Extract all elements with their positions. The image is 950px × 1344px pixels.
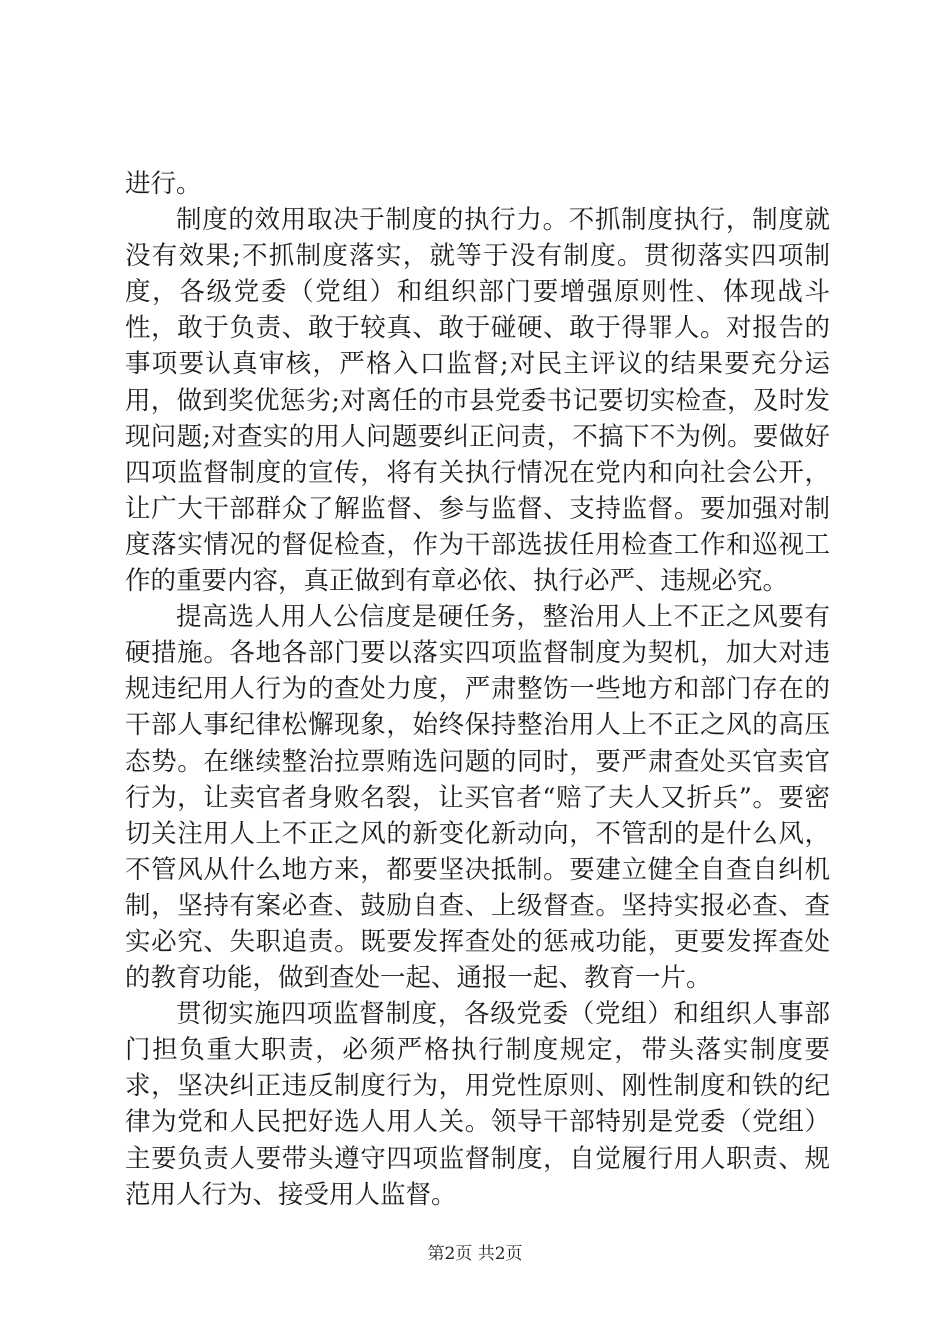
paragraph-system-execution: 制度的效用取决于制度的执行力。不抓制度执行，制度就没有效果;不抓制度落实，就等于没有制度。贯彻落实四项制度，各级党委（党组）和组织部门要增强原则性、体现战斗性，敢于负责、敢于较真、敢于碰硬、敢于得罪人。对报告的事项要认真审核，严格入口监督;对民主评议的结果要充分运用，做到奖优惩劣;对离任的市县党委书记要切实检查，及时发现问题;对查实的用人问题要纠正问责，不搞下不为例。要做好四项监督制度的宣传，将有关执行情况在党内和向社会公开，让广大干部群众了解监督、参与监督、支持监督。要加强对制度落实情况的督促检查，作为干部选拔任用检查工作和巡视工作的重要内容，真正做到有章必依、执行必严、违规必究。 xyxy=(125,205,830,597)
paragraph-continuation: 进行。 xyxy=(125,169,202,199)
page-number-footer: 第2页 共2页 xyxy=(427,1244,523,1264)
document-body xyxy=(125,166,830,1213)
paragraph-credibility: 提高选人用人公信度是硬任务，整治用人上不正之风要有硬措施。各地各部门要以落实四项监督制度为契机，加大对违规违纪用人行为的查处力度，严肃整饬一些地方和部门存在的干部人事纪律松懈现象，始终保持整治用人上不正之风的高压态势。在继续整治拉票贿选问题的同时，要严肃查处买官卖官行为，让卖官者身败名裂，让买官者“赔了夫人又折兵”。要密切关注用人上不正之风的新变化新动向，不管刮的是什么风，不管风从什么地方来，都要坚决抵制。要建立健全自查自纠机制，坚持有案必查、鼓励自查、上级督查。坚持实报必查、查实必究、失职追责。既要发挥查处的惩戒功能，更要发挥查处的教育功能，做到查处一起、通报一起、教育一片。 xyxy=(125,602,830,994)
paragraph-responsibility: 贯彻实施四项监督制度，各级党委（党组）和组织人事部门担负重大职责，必须严格执行制度规定，带头落实制度要求，坚决纠正违反制度行为，用党性原则、刚性制度和铁的纪律为党和人民把好选人用人关。领导干部特别是党委（党组）主要负责人要带头遵守四项监督制度，自觉履行用人职责、规范用人行为、接受用人监督。 xyxy=(125,999,830,1210)
